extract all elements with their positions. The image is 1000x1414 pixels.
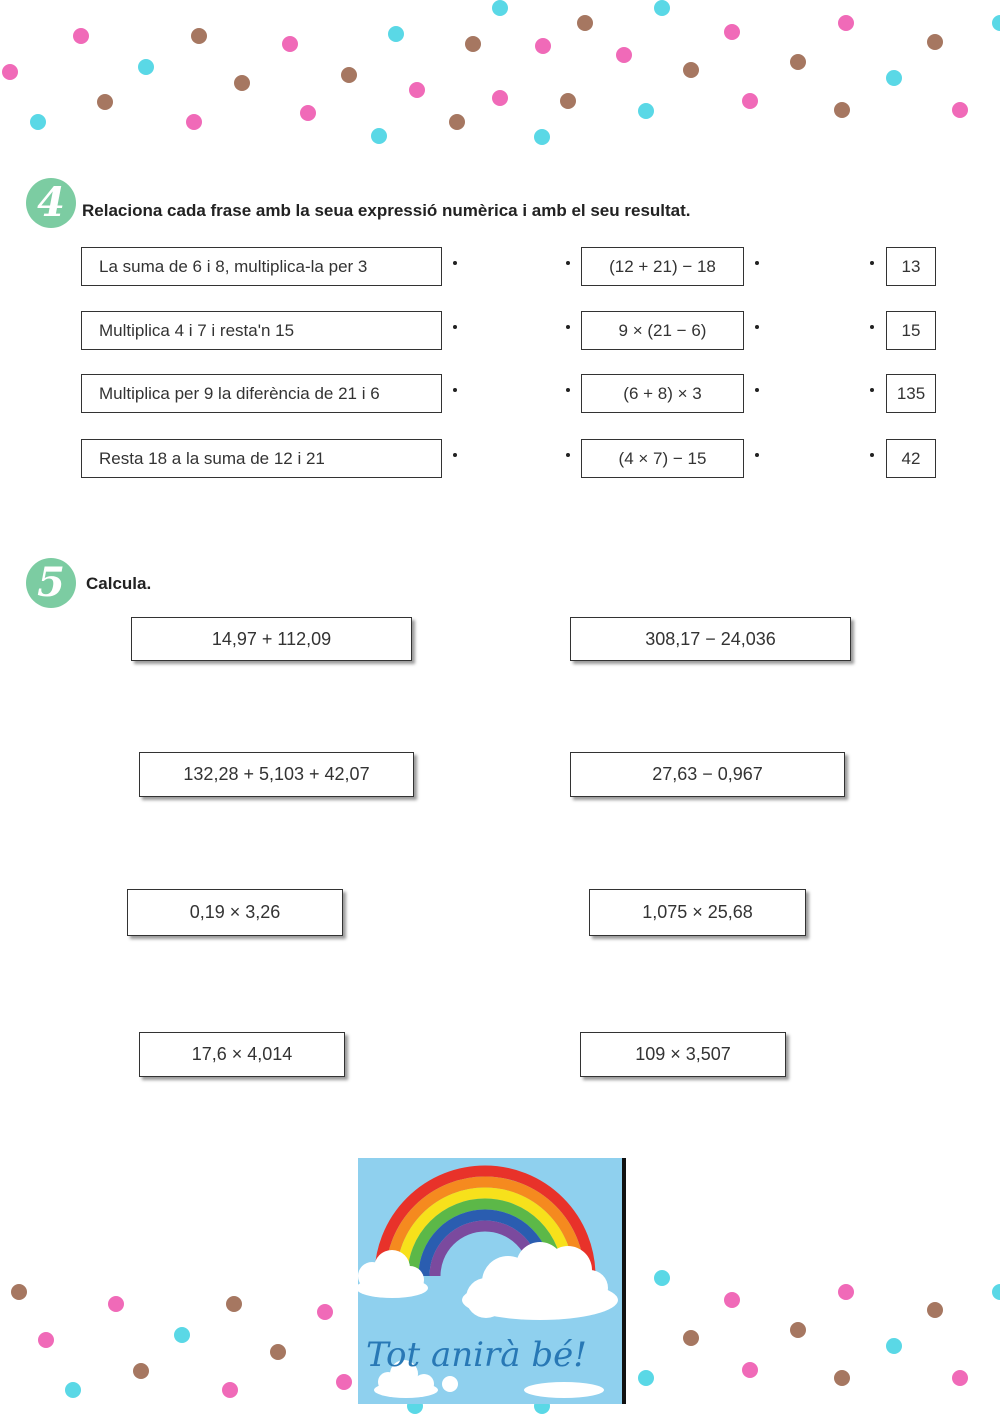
operation-box: 1,075 × 25,68 [589, 889, 806, 936]
exercise-4-instruction: Relaciona cada frase amb la seua expressió numèrica i amb el seu resultat. [82, 201, 691, 220]
dot [927, 34, 943, 50]
dot [492, 0, 508, 16]
dot [341, 67, 357, 83]
rainbow-illustration [358, 1158, 626, 1404]
dot [683, 62, 699, 78]
exercise-5-instruction: Calcula. [86, 574, 152, 593]
dot [30, 114, 46, 130]
dot [927, 1302, 943, 1318]
result-box[interactable]: 42 [886, 439, 936, 478]
dot [992, 15, 1000, 31]
top-dots-decoration [0, 0, 1000, 150]
match-point[interactable] [566, 388, 570, 392]
dot [11, 1284, 27, 1300]
expression-box[interactable]: (6 + 8) × 3 [581, 374, 744, 413]
operation-box: 308,17 − 24,036 [570, 617, 851, 661]
dot [790, 54, 806, 70]
match-point[interactable] [453, 261, 457, 265]
rainbow-caption: Tot anirà bé! [366, 1335, 587, 1375]
operation-box: 109 × 3,507 [580, 1032, 786, 1077]
dot [790, 1322, 806, 1338]
dot [654, 1270, 670, 1286]
dot [270, 1344, 286, 1360]
expression-box[interactable]: (4 × 7) − 15 [581, 439, 744, 478]
dot [2, 64, 18, 80]
dot [38, 1332, 54, 1348]
operation-box: 14,97 + 112,09 [131, 617, 412, 661]
match-point[interactable] [755, 388, 759, 392]
dot [336, 1374, 352, 1390]
dot [724, 1292, 740, 1308]
match-point[interactable] [870, 388, 874, 392]
phrase-box[interactable]: Resta 18 a la suma de 12 i 21 [81, 439, 442, 478]
exercise-5-badge: 5 [26, 558, 76, 608]
operation-box: 132,28 + 5,103 + 42,07 [139, 752, 414, 797]
exercise-4-badge: 4 [26, 178, 76, 228]
match-point[interactable] [755, 453, 759, 457]
dot [560, 93, 576, 109]
dot [638, 103, 654, 119]
dot [886, 70, 902, 86]
match-point[interactable] [870, 453, 874, 457]
match-point[interactable] [453, 453, 457, 457]
dot [388, 26, 404, 42]
dot [409, 82, 425, 98]
dot [186, 114, 202, 130]
dot [838, 1284, 854, 1300]
dot [724, 24, 740, 40]
dot [492, 90, 508, 106]
result-box[interactable]: 135 [886, 374, 936, 413]
dot [222, 1382, 238, 1398]
dot [108, 1296, 124, 1312]
dot [992, 1284, 1000, 1300]
dot [282, 36, 298, 52]
dot [638, 1370, 654, 1386]
match-point[interactable] [566, 261, 570, 265]
dot [300, 105, 316, 121]
dot [535, 38, 551, 54]
phrase-box[interactable]: La suma de 6 i 8, multiplica-la per 3 [81, 247, 442, 286]
dot [834, 1370, 850, 1386]
match-point[interactable] [566, 453, 570, 457]
dot [834, 102, 850, 118]
dot [952, 1370, 968, 1386]
dot [191, 28, 207, 44]
match-point[interactable] [453, 325, 457, 329]
dot [317, 1304, 333, 1320]
phrase-box[interactable]: Multiplica 4 i 7 i resta'n 15 [81, 311, 442, 350]
phrase-box[interactable]: Multiplica per 9 la diferència de 21 i 6 [81, 374, 442, 413]
dot [654, 0, 670, 16]
operation-box: 27,63 − 0,967 [570, 752, 845, 797]
dot [138, 59, 154, 75]
dot [683, 1330, 699, 1346]
dot [742, 93, 758, 109]
dot [133, 1363, 149, 1379]
dot [616, 47, 632, 63]
dot [465, 36, 481, 52]
operation-box: 17,6 × 4,014 [139, 1032, 345, 1077]
dot [97, 94, 113, 110]
dot [73, 28, 89, 44]
dot [234, 75, 250, 91]
match-point[interactable] [755, 325, 759, 329]
dot [226, 1296, 242, 1312]
dot [65, 1382, 81, 1398]
result-box[interactable]: 15 [886, 311, 936, 350]
dot [449, 114, 465, 130]
match-point[interactable] [870, 325, 874, 329]
dot [371, 128, 387, 144]
operation-box: 0,19 × 3,26 [127, 889, 343, 936]
expression-box[interactable]: (12 + 21) − 18 [581, 247, 744, 286]
dot [534, 129, 550, 145]
match-point[interactable] [566, 325, 570, 329]
expression-box[interactable]: 9 × (21 − 6) [581, 311, 744, 350]
dot [742, 1362, 758, 1378]
rainbow-image [358, 1158, 626, 1404]
dot [838, 15, 854, 31]
result-box[interactable]: 13 [886, 247, 936, 286]
dot [952, 102, 968, 118]
match-point[interactable] [870, 261, 874, 265]
dot [886, 1338, 902, 1354]
dot [577, 15, 593, 31]
match-point[interactable] [453, 388, 457, 392]
match-point[interactable] [755, 261, 759, 265]
dot [174, 1327, 190, 1343]
